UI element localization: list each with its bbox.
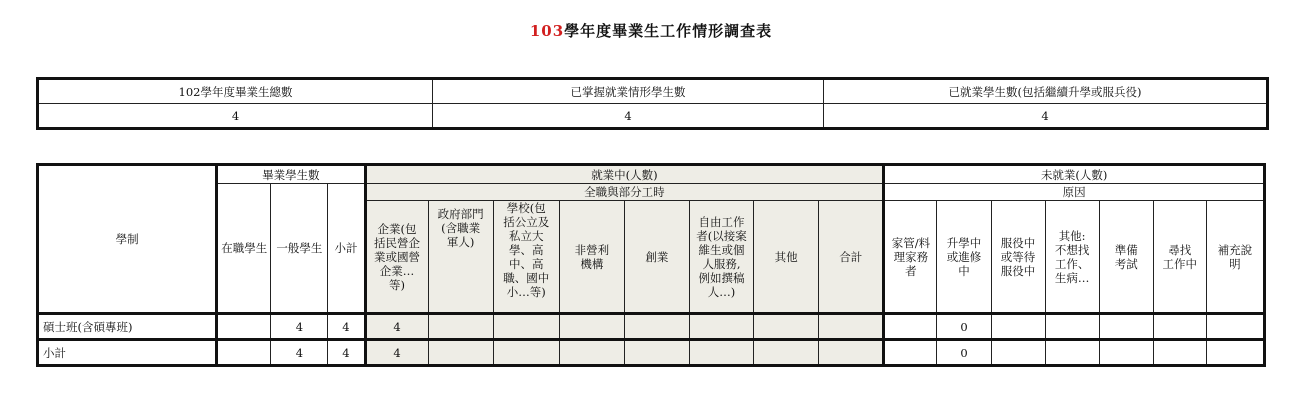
header-military: 服役中 或等待 服役中: [991, 201, 1045, 314]
row-label: 碩士班(含碩專班): [38, 314, 217, 340]
cell-other: [754, 314, 819, 340]
header-freelance: 自由工作 者(以接案 維生或個 人服務, 例如撰稿 人…): [689, 201, 753, 314]
cell-in-service: [217, 314, 271, 340]
cell-enterprise: 4: [365, 314, 428, 340]
summary-value-total: 4: [38, 104, 433, 129]
employment-table: [36, 163, 1266, 367]
cell-homemaker: [884, 314, 937, 340]
header-school: 學校(包 括公立及 私立大 學、高 中、高 職、國中 小…等): [493, 201, 559, 314]
cell-school: [493, 314, 559, 340]
cell-nonprofit: [559, 314, 624, 340]
cell-exam-prep: [1099, 314, 1153, 340]
cell-startup: [624, 314, 689, 340]
cell-freelance: [689, 314, 753, 340]
cell-startup: [624, 340, 689, 366]
cell-total: [819, 340, 884, 366]
header-graduates: 畢業學生數: [217, 165, 365, 184]
cell-homemaker: [884, 340, 937, 366]
cell-government: [428, 340, 493, 366]
cell-general: 4: [271, 314, 328, 340]
cell-general: 4: [271, 340, 328, 366]
cell-job-seeking: [1153, 340, 1206, 366]
header-nonprofit: 非營利 機構: [559, 201, 624, 314]
summary-header-employed: 已就業學生數(包括繼續升學或服兵役): [824, 79, 1268, 104]
summary-value-known: 4: [433, 104, 824, 129]
header-total: 合計: [819, 201, 884, 314]
cell-job-seeking: [1153, 314, 1206, 340]
summary-value-employed: 4: [824, 104, 1268, 129]
cell-military: [991, 340, 1045, 366]
header-further-study: 升學中 或進修 中: [937, 201, 991, 314]
cell-freelance: [689, 340, 753, 366]
table-row: [38, 340, 1265, 366]
cell-other: [754, 340, 819, 366]
summary-header-total: 102學年度畢業生總數: [38, 79, 433, 104]
cell-other-reason: [1045, 340, 1099, 366]
cell-nonprofit: [559, 340, 624, 366]
header-exam-prep: 準備 考試: [1099, 201, 1153, 314]
header-government: 政府部門 (含職業 軍人): [428, 201, 493, 314]
cell-total: [819, 314, 884, 340]
header-unemployed: 未就業(人數): [884, 165, 1265, 184]
header-general: 一般學生: [271, 184, 328, 314]
header-startup: 創業: [624, 201, 689, 314]
cell-in-service: [217, 340, 271, 366]
header-enterprise: 企業(包 括民營企 業或國營 企業… 等): [365, 201, 428, 314]
cell-military: [991, 314, 1045, 340]
cell-further-study: 0: [937, 340, 991, 366]
cell-other-reason: [1045, 314, 1099, 340]
header-employed: 就業中(人數): [365, 165, 884, 184]
cell-school: [493, 340, 559, 366]
page-title: [0, 20, 1302, 41]
header-subtotal: 小計: [328, 184, 365, 314]
cell-subtotal: 4: [328, 314, 365, 340]
header-homemaker: 家管/料 理家務 者: [884, 201, 937, 314]
header-other-reason: 其他: 不想找 工作、 生病…: [1045, 201, 1099, 314]
table-row: [38, 314, 1265, 340]
header-job-seeking: 尋找 工作中: [1153, 201, 1206, 314]
cell-enterprise: 4: [365, 340, 428, 366]
header-in-service: 在職學生: [217, 184, 271, 314]
cell-notes: [1206, 314, 1264, 340]
cell-exam-prep: [1099, 340, 1153, 366]
row-label: 小計: [38, 340, 217, 366]
header-notes: 補充說 明: [1206, 201, 1264, 314]
title-text: 學年度畢業生工作情形調查表: [564, 22, 773, 40]
title-year: 103: [529, 22, 565, 40]
cell-government: [428, 314, 493, 340]
header-fulltime-parttime: 全職與部分工時: [365, 184, 884, 201]
header-other: 其他: [754, 201, 819, 314]
summary-header-known: 已掌握就業情形學生數: [433, 79, 824, 104]
cell-subtotal: 4: [328, 340, 365, 366]
summary-table: [36, 77, 1269, 130]
header-school-system: 學制: [38, 165, 217, 314]
header-reason: 原因: [884, 184, 1265, 201]
cell-further-study: 0: [937, 314, 991, 340]
cell-notes: [1206, 340, 1264, 366]
